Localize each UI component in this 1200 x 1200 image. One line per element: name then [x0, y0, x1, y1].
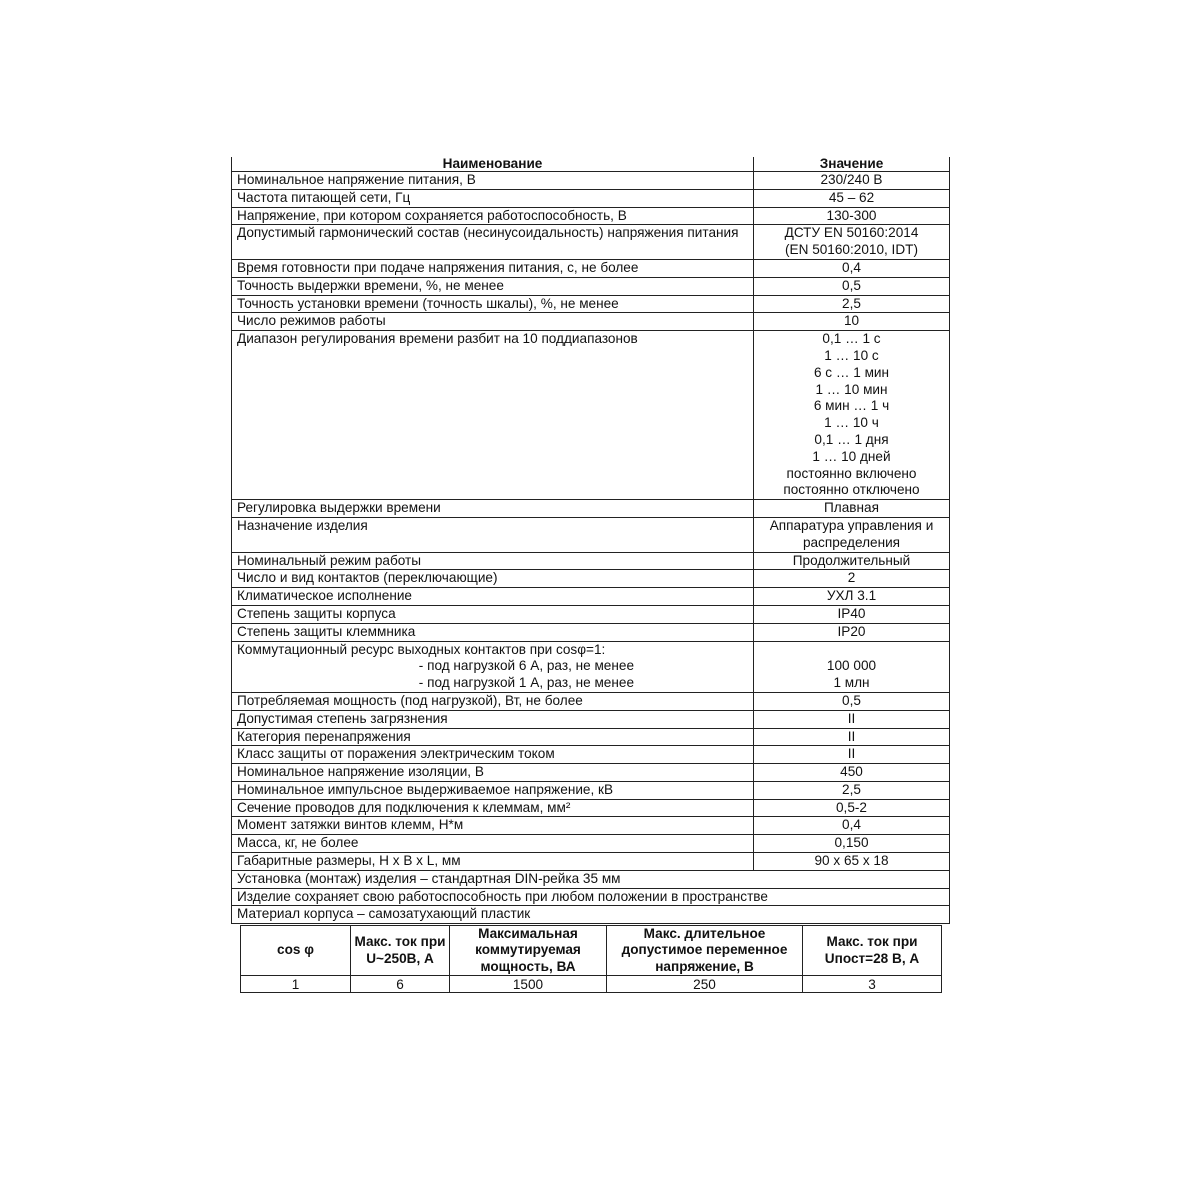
spec-row-name-text: Коммутационный ресурс выходных контактов при cosφ=1: — [237, 641, 606, 657]
spec-row-value-line: 100 000 — [826, 658, 877, 674]
spec-row — [232, 552, 950, 570]
spec-row-value-line: 130-300 — [826, 207, 877, 223]
spec-row-value-line: 0,1 … 1 дня — [814, 431, 889, 447]
spec-row-name-text: Номинальное напряжение изоляции, В — [237, 764, 484, 780]
spec-row-name-text: Число и вид контактов (переключающие) — [237, 570, 498, 586]
ratings-value-cell: 3 — [803, 976, 942, 993]
ratings-value-cell: 250 — [607, 976, 803, 993]
spec-row-name-text: Масса, кг, не более — [237, 835, 359, 851]
spec-row-value — [754, 746, 950, 764]
spec-row-value — [754, 605, 950, 623]
spec-row-name-text: Диапазон регулирования времени разбит на 10 поддиапазонов — [237, 331, 638, 347]
spec-row-value — [754, 710, 950, 728]
spec-row-value — [754, 623, 950, 641]
spec-row — [232, 295, 950, 313]
ratings-header-cell: Макс. ток при Uпост=28 В, А — [803, 926, 942, 976]
spec-full-row — [232, 870, 950, 888]
spec-header-row — [232, 157, 950, 172]
spec-row-name — [232, 225, 754, 260]
spec-table — [231, 157, 950, 924]
spec-row-name-text: Точность выдержки времени, %, не менее — [237, 277, 504, 293]
ratings-data-row — [241, 976, 942, 993]
spec-row-value — [754, 313, 950, 331]
spec-row-value — [754, 259, 950, 277]
spec-row-value — [754, 277, 950, 295]
spec-row-name — [232, 207, 754, 225]
spec-row-value-line: (EN 50160:2010, IDT) — [785, 242, 918, 258]
spec-row-value-line: 1 … 10 с — [824, 347, 879, 363]
spec-row-name — [232, 641, 754, 692]
spec-row-value — [754, 500, 950, 518]
spec-row — [232, 728, 950, 746]
spec-row-value — [754, 588, 950, 606]
ratings-header-cell: cos φ — [241, 926, 351, 976]
spec-row — [232, 781, 950, 799]
spec-row-value — [754, 641, 950, 692]
spec-row-value — [754, 764, 950, 782]
spec-row-value-line: 10 — [843, 313, 860, 329]
spec-row-value-line: 0,150 — [834, 835, 869, 851]
ratings-header-cell: Максимальная коммутируемая мощность, ВА — [450, 926, 607, 976]
spec-row-name-text: Частота питающей сети, Гц — [237, 189, 411, 205]
spec-row-value-line: 6 мин … 1 ч — [813, 398, 890, 414]
spec-row-name — [232, 623, 754, 641]
spec-full-row-text: Установка (монтаж) изделия – стандартная DIN-рейка 35 мм — [232, 870, 950, 888]
spec-row-value-line: 0,5-2 — [836, 799, 867, 815]
spec-row-name — [232, 781, 754, 799]
spec-row-name — [232, 570, 754, 588]
spec-body — [232, 172, 950, 924]
ratings-value-cell: 1 — [241, 976, 351, 993]
spec-full-row-text: Материал корпуса – самозатухающий пластик — [232, 906, 950, 924]
spec-row-value-line: 450 — [840, 764, 863, 780]
spec-row-value-line: постоянно включено — [786, 465, 917, 481]
spec-row-subline: - под нагрузкой 6 А, раз, не менее — [418, 658, 634, 674]
spec-row-name-text: Номинальное напряжение питания, В — [237, 172, 476, 187]
spec-row-name-text: Номинальный режим работы — [237, 552, 421, 568]
spec-row-value-line: II — [847, 746, 856, 762]
spec-row-value-line: Плавная — [824, 500, 879, 516]
spec-row-value — [754, 781, 950, 799]
spec-row-value-line: УХЛ 3.1 — [826, 588, 877, 604]
spec-row-name — [232, 817, 754, 835]
spec-row-value — [754, 799, 950, 817]
spec-row-value-line: Продолжительный — [792, 552, 911, 568]
spec-row-value-line: IP20 — [837, 623, 866, 639]
spec-row-value-line: 1 млн — [833, 675, 870, 691]
spec-row-subline: - под нагрузкой 1 А, раз, не менее — [418, 675, 634, 691]
spec-row — [232, 313, 950, 331]
spec-row-value-line: 2,5 — [842, 781, 861, 797]
ratings-header-cell: Макс. ток при U~250В, А — [351, 926, 450, 976]
spec-row-value-line: 2,5 — [842, 295, 861, 311]
ratings-table — [240, 925, 942, 993]
spec-row — [232, 570, 950, 588]
spec-row-value-line: распределения — [802, 534, 901, 550]
spec-row-name — [232, 172, 754, 190]
spec-row-name — [232, 189, 754, 207]
spec-row-value-line: 0,1 … 1 с — [822, 331, 881, 347]
spec-row-name-text: Время готовности при подаче напряжения питания, с, не более — [237, 259, 639, 275]
spec-row-name — [232, 500, 754, 518]
spec-row-name-text: Назначение изделия — [237, 517, 368, 533]
spec-row-name — [232, 764, 754, 782]
spec-row-name — [232, 728, 754, 746]
spec-row-value-line: 0,5 — [842, 692, 861, 708]
spec-row — [232, 189, 950, 207]
spec-row — [232, 799, 950, 817]
spec-row — [232, 835, 950, 853]
spec-row — [232, 623, 950, 641]
spec-row-value-line: 0,5 — [842, 277, 861, 293]
spec-full-row — [232, 906, 950, 924]
spec-row-value-line: 0,4 — [842, 817, 861, 833]
spec-row-name-text: Потребляемая мощность (под нагрузкой), Вт, не более — [237, 692, 583, 708]
spec-row-name — [232, 295, 754, 313]
spec-row-value-line: 1 … 10 ч — [824, 415, 879, 431]
spec-row — [232, 605, 950, 623]
spec-full-row — [232, 888, 950, 906]
spec-row — [232, 853, 950, 871]
spec-row-name — [232, 517, 754, 552]
spec-row-name-text: Допустимый гармонический состав (несинусоидальность) напряжения питания — [237, 225, 739, 241]
spec-row-value-line: 0,4 — [842, 259, 861, 275]
spec-row-name-text: Регулировка выдержки времени — [237, 500, 441, 516]
spec-row-name-text: Категория перенапряжения — [237, 728, 411, 744]
spec-row-value-line: 1 … 10 мин — [815, 381, 888, 397]
spec-row-name — [232, 799, 754, 817]
spec-row — [232, 710, 950, 728]
spec-row — [232, 500, 950, 518]
spec-full-row-text: Изделие сохраняет свою работоспособность при любом положении в пространстве — [232, 888, 950, 906]
spec-row — [232, 746, 950, 764]
spec-row-value — [754, 552, 950, 570]
spec-row — [232, 692, 950, 710]
ratings-header-cell: Макс. длительное допустимое переменное напряжение, В — [607, 926, 803, 976]
spec-row-value-line: 2 — [847, 570, 856, 586]
spec-row — [232, 277, 950, 295]
ratings-value-cell: 6 — [351, 976, 450, 993]
spec-row-value-line: 45 – 62 — [828, 189, 875, 205]
spec-row-value-line: постоянно отключено — [783, 482, 920, 498]
spec-row-name — [232, 588, 754, 606]
spec-row-name — [232, 835, 754, 853]
spec-row-value-line: 1 … 10 дней — [812, 448, 891, 464]
ratings-header-row — [241, 926, 942, 976]
header-name: Наименование — [232, 157, 754, 172]
spec-row-name — [232, 710, 754, 728]
spec-row-value — [754, 331, 950, 500]
spec-row-name — [232, 313, 754, 331]
spec-row-name-text: Степень защиты корпуса — [237, 605, 396, 621]
ratings-value-cell: 1500 — [450, 976, 607, 993]
spec-row — [232, 517, 950, 552]
spec-row-name — [232, 259, 754, 277]
spec-row — [232, 207, 950, 225]
spec-row — [232, 641, 950, 692]
spec-row-name — [232, 746, 754, 764]
spec-row-value — [754, 225, 950, 260]
spec-row-value — [754, 835, 950, 853]
spec-row-value — [754, 570, 950, 588]
spec-row — [232, 588, 950, 606]
spec-row-name-text: Класс защиты от поражения электрическим током — [237, 746, 555, 762]
spec-row-value-line: Аппаратура управления и — [769, 517, 934, 533]
spec-row-name-text: Габаритные размеры, H x B x L, мм — [237, 853, 461, 869]
spec-row-name-text: Момент затяжки винтов клемм, Н*м — [237, 817, 464, 833]
spec-row-name — [232, 692, 754, 710]
spec-row-value — [754, 172, 950, 190]
spec-row-name-text: Климатическое исполнение — [237, 588, 412, 604]
spec-row-value — [754, 692, 950, 710]
spec-row-value-line: II — [847, 728, 856, 744]
spec-row-value — [754, 189, 950, 207]
spec-row-value-line: IP40 — [837, 605, 866, 621]
spec-row-value — [754, 295, 950, 313]
spec-row-value — [754, 728, 950, 746]
spec-row-value-line: 90 x 65 x 18 — [814, 853, 889, 869]
spec-row-value — [754, 207, 950, 225]
spec-row-name-text: Число режимов работы — [237, 313, 386, 329]
spec-row-name-text: Степень защиты клеммника — [237, 623, 416, 639]
spec-row-name — [232, 853, 754, 871]
spec-row-name — [232, 331, 754, 500]
spec-row-name — [232, 552, 754, 570]
spec-row-name — [232, 277, 754, 295]
header-value: Значение — [754, 157, 950, 172]
spec-sheet — [231, 157, 949, 992]
spec-row-value-line: 6 с … 1 мин — [813, 364, 890, 380]
spec-row-value-line: 230/240 В — [820, 172, 883, 187]
spec-row-value-line: ДСТУ EN 50160:2014 — [784, 225, 919, 241]
spec-row-name-text: Точность установки времени (точность шкалы), %, не менее — [237, 295, 619, 311]
spec-row-name-text: Сечение проводов для подключения к клеммам, мм² — [237, 799, 571, 815]
spec-row — [232, 172, 950, 190]
spec-row-value — [754, 517, 950, 552]
spec-row-value — [754, 817, 950, 835]
spec-row-value-line: II — [847, 710, 856, 726]
spec-row — [232, 764, 950, 782]
spec-row — [232, 331, 950, 500]
spec-row-value-line — [756, 642, 947, 659]
spec-row — [232, 225, 950, 260]
spec-row-name — [232, 605, 754, 623]
spec-row-name-text: Напряжение, при котором сохраняется работоспособность, В — [237, 207, 627, 223]
spec-row-value — [754, 853, 950, 871]
spec-row — [232, 259, 950, 277]
spec-row — [232, 817, 950, 835]
spec-row-name-text: Номинальное импульсное выдерживаемое напряжение, кВ — [237, 781, 614, 797]
spec-row-name-text: Допустимая степень загрязнения — [237, 710, 448, 726]
